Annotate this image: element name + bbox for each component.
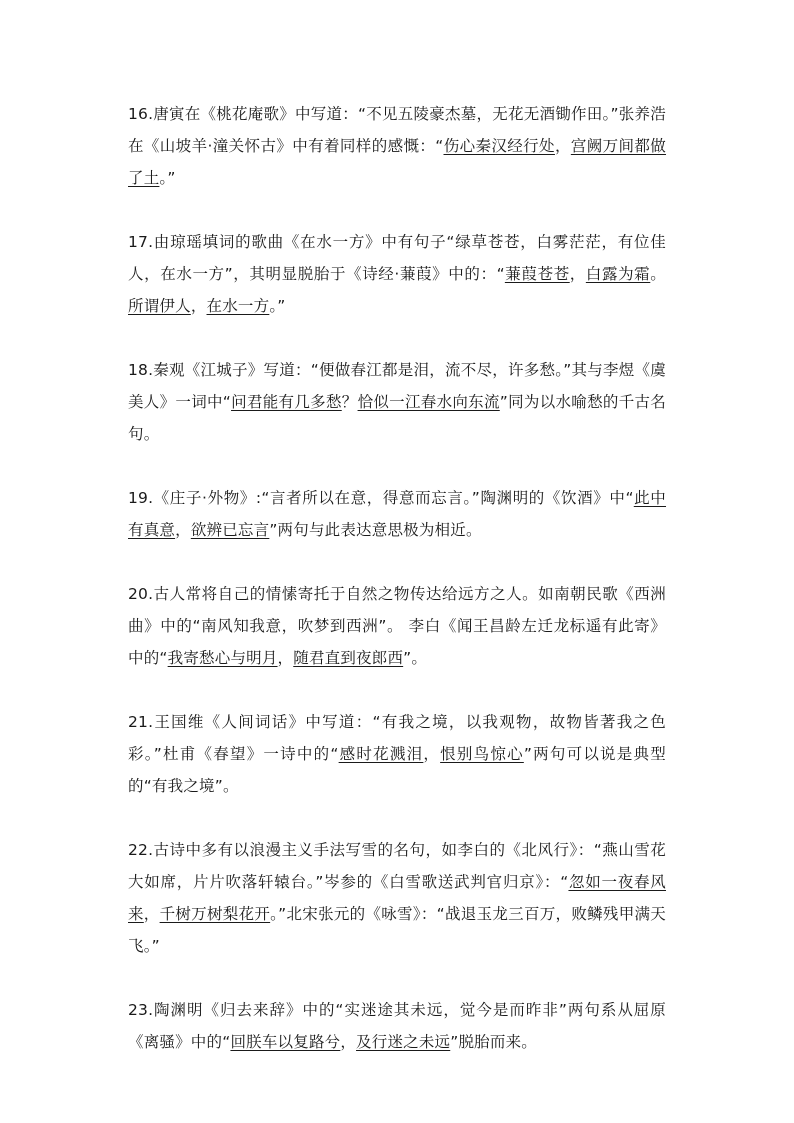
document-page bbox=[128, 98, 666, 1090]
q18-answer-1: 问君能有几多愁 bbox=[231, 393, 342, 411]
q22-text-1: 22.古诗中多有以浪漫主义手法写雪的名句，如李白的《北风行》：“燕山雪花大如席，片片吹落轩辕台。”岑参的《白雪歌送武判官归京》：“ bbox=[128, 841, 666, 891]
q23-text-1: 23.陶渊明《归去来辞》中的“实迷途其未远，觉今是而昨非”两句系从屈原《离骚》中的“ bbox=[128, 1001, 666, 1051]
q21-text-2: ， bbox=[423, 745, 441, 763]
q20-text-2: ， bbox=[277, 649, 294, 667]
q22-answer-2: 千树万树梨花开 bbox=[159, 905, 271, 923]
q20-answer-1: 我寄愁心与明月 bbox=[167, 649, 278, 667]
q17-answer-2: 白露为霜 bbox=[585, 265, 651, 283]
q21-answer-2: 恨别鸟惊心 bbox=[440, 745, 524, 763]
question-16 bbox=[128, 98, 666, 194]
q22-text-2: ， bbox=[143, 905, 160, 923]
question-17 bbox=[128, 226, 666, 322]
q23-answer-2: 及行迷之未远 bbox=[356, 1033, 451, 1051]
q17-answer-1: 蒹葭苍苍 bbox=[504, 265, 570, 283]
question-22 bbox=[128, 834, 666, 962]
q22-answer-1: 忽如一夜春风来 bbox=[128, 873, 666, 923]
q17-text-5: 。” bbox=[269, 297, 286, 315]
q16-text-2: ， bbox=[554, 137, 571, 155]
q18-text-2: ？ bbox=[341, 393, 358, 411]
question-23 bbox=[128, 994, 666, 1058]
q22-text-3: 。”北宋张元的《咏雪》：“战退玉龙三百万，败鳞残甲满天飞。” bbox=[128, 905, 666, 955]
q19-answer-1: 此中有真意 bbox=[128, 489, 667, 539]
q16-answer-2: 宫阙万间都做了土 bbox=[128, 137, 667, 187]
q16-text-1: 16.唐寅在《桃花庵歌》中写道：“不见五陵豪杰墓，无花无酒锄作田。”张养浩在《山坡羊·潼关怀古》中有着同样的感慨：“ bbox=[128, 105, 666, 155]
q19-text-3: ”两句与此表达意思极为相近。 bbox=[269, 521, 482, 539]
q16-text-3: 。” bbox=[159, 169, 176, 187]
q23-text-3: ”脱胎而来。 bbox=[450, 1033, 537, 1051]
q19-text-2: ， bbox=[175, 521, 191, 539]
q17-text-1: 17.由琼瑶填词的歌曲《在水一方》中有句子“绿草苍苍，白雾茫茫，有位佳人，在水一方”，其明显脱胎于《诗经·蒹葭》中的：“ bbox=[128, 233, 666, 283]
question-18 bbox=[128, 354, 666, 450]
q20-answer-2: 随君直到夜郎西 bbox=[293, 649, 404, 667]
question-19 bbox=[128, 482, 666, 546]
question-20 bbox=[128, 578, 666, 674]
q17-text-2: ， bbox=[569, 265, 586, 283]
q21-text-1: 21.王国维《人间词话》中写道：“有我之境，以我观物，故物皆著我之色彩。”杜甫《春望》一诗中的“ bbox=[128, 713, 666, 763]
q21-answer-1: 感时花溅泪 bbox=[338, 745, 424, 763]
q21-text-3: ”两句可以说是典型的“有我之境”。 bbox=[128, 745, 666, 795]
q18-text-1: 18.秦观《江城子》写道：“便做春江都是泪，流不尽，许多愁。”其与李煜《虞美人》一词中“ bbox=[128, 361, 666, 411]
question-21 bbox=[128, 706, 666, 802]
q17-text-3: 。 bbox=[650, 265, 666, 283]
q17-text-4: ， bbox=[190, 297, 207, 315]
q19-answer-2: 欲辨已忘言 bbox=[190, 521, 270, 539]
q19-text-1: 19.《庄子·外物》:“言者所以在意，得意而忘言。”陶渊明的《饮酒》中“ bbox=[128, 489, 634, 507]
q20-text-3: ”。 bbox=[403, 649, 428, 667]
q23-answer-1: 回朕车以复路兮 bbox=[230, 1033, 341, 1051]
q18-answer-2: 恰似一江春水向东流 bbox=[357, 393, 500, 411]
q17-answer-3: 所谓伊人 bbox=[128, 297, 191, 315]
q23-text-2: ， bbox=[340, 1033, 357, 1051]
q17-answer-4: 在水一方 bbox=[206, 297, 270, 315]
q20-text-1: 20.古人常将自己的情愫寄托于自然之物传达给远方之人。如南朝民歌《西洲曲》中的“南风知我意，吹梦到西洲”。 李白《闻王昌龄左迁龙标遥有此寄》中的“ bbox=[128, 585, 666, 667]
q18-text-3: ”同为以水喻愁的千古名句。 bbox=[128, 393, 666, 443]
q16-answer-1: 伤心秦汉经行处 bbox=[443, 137, 555, 155]
